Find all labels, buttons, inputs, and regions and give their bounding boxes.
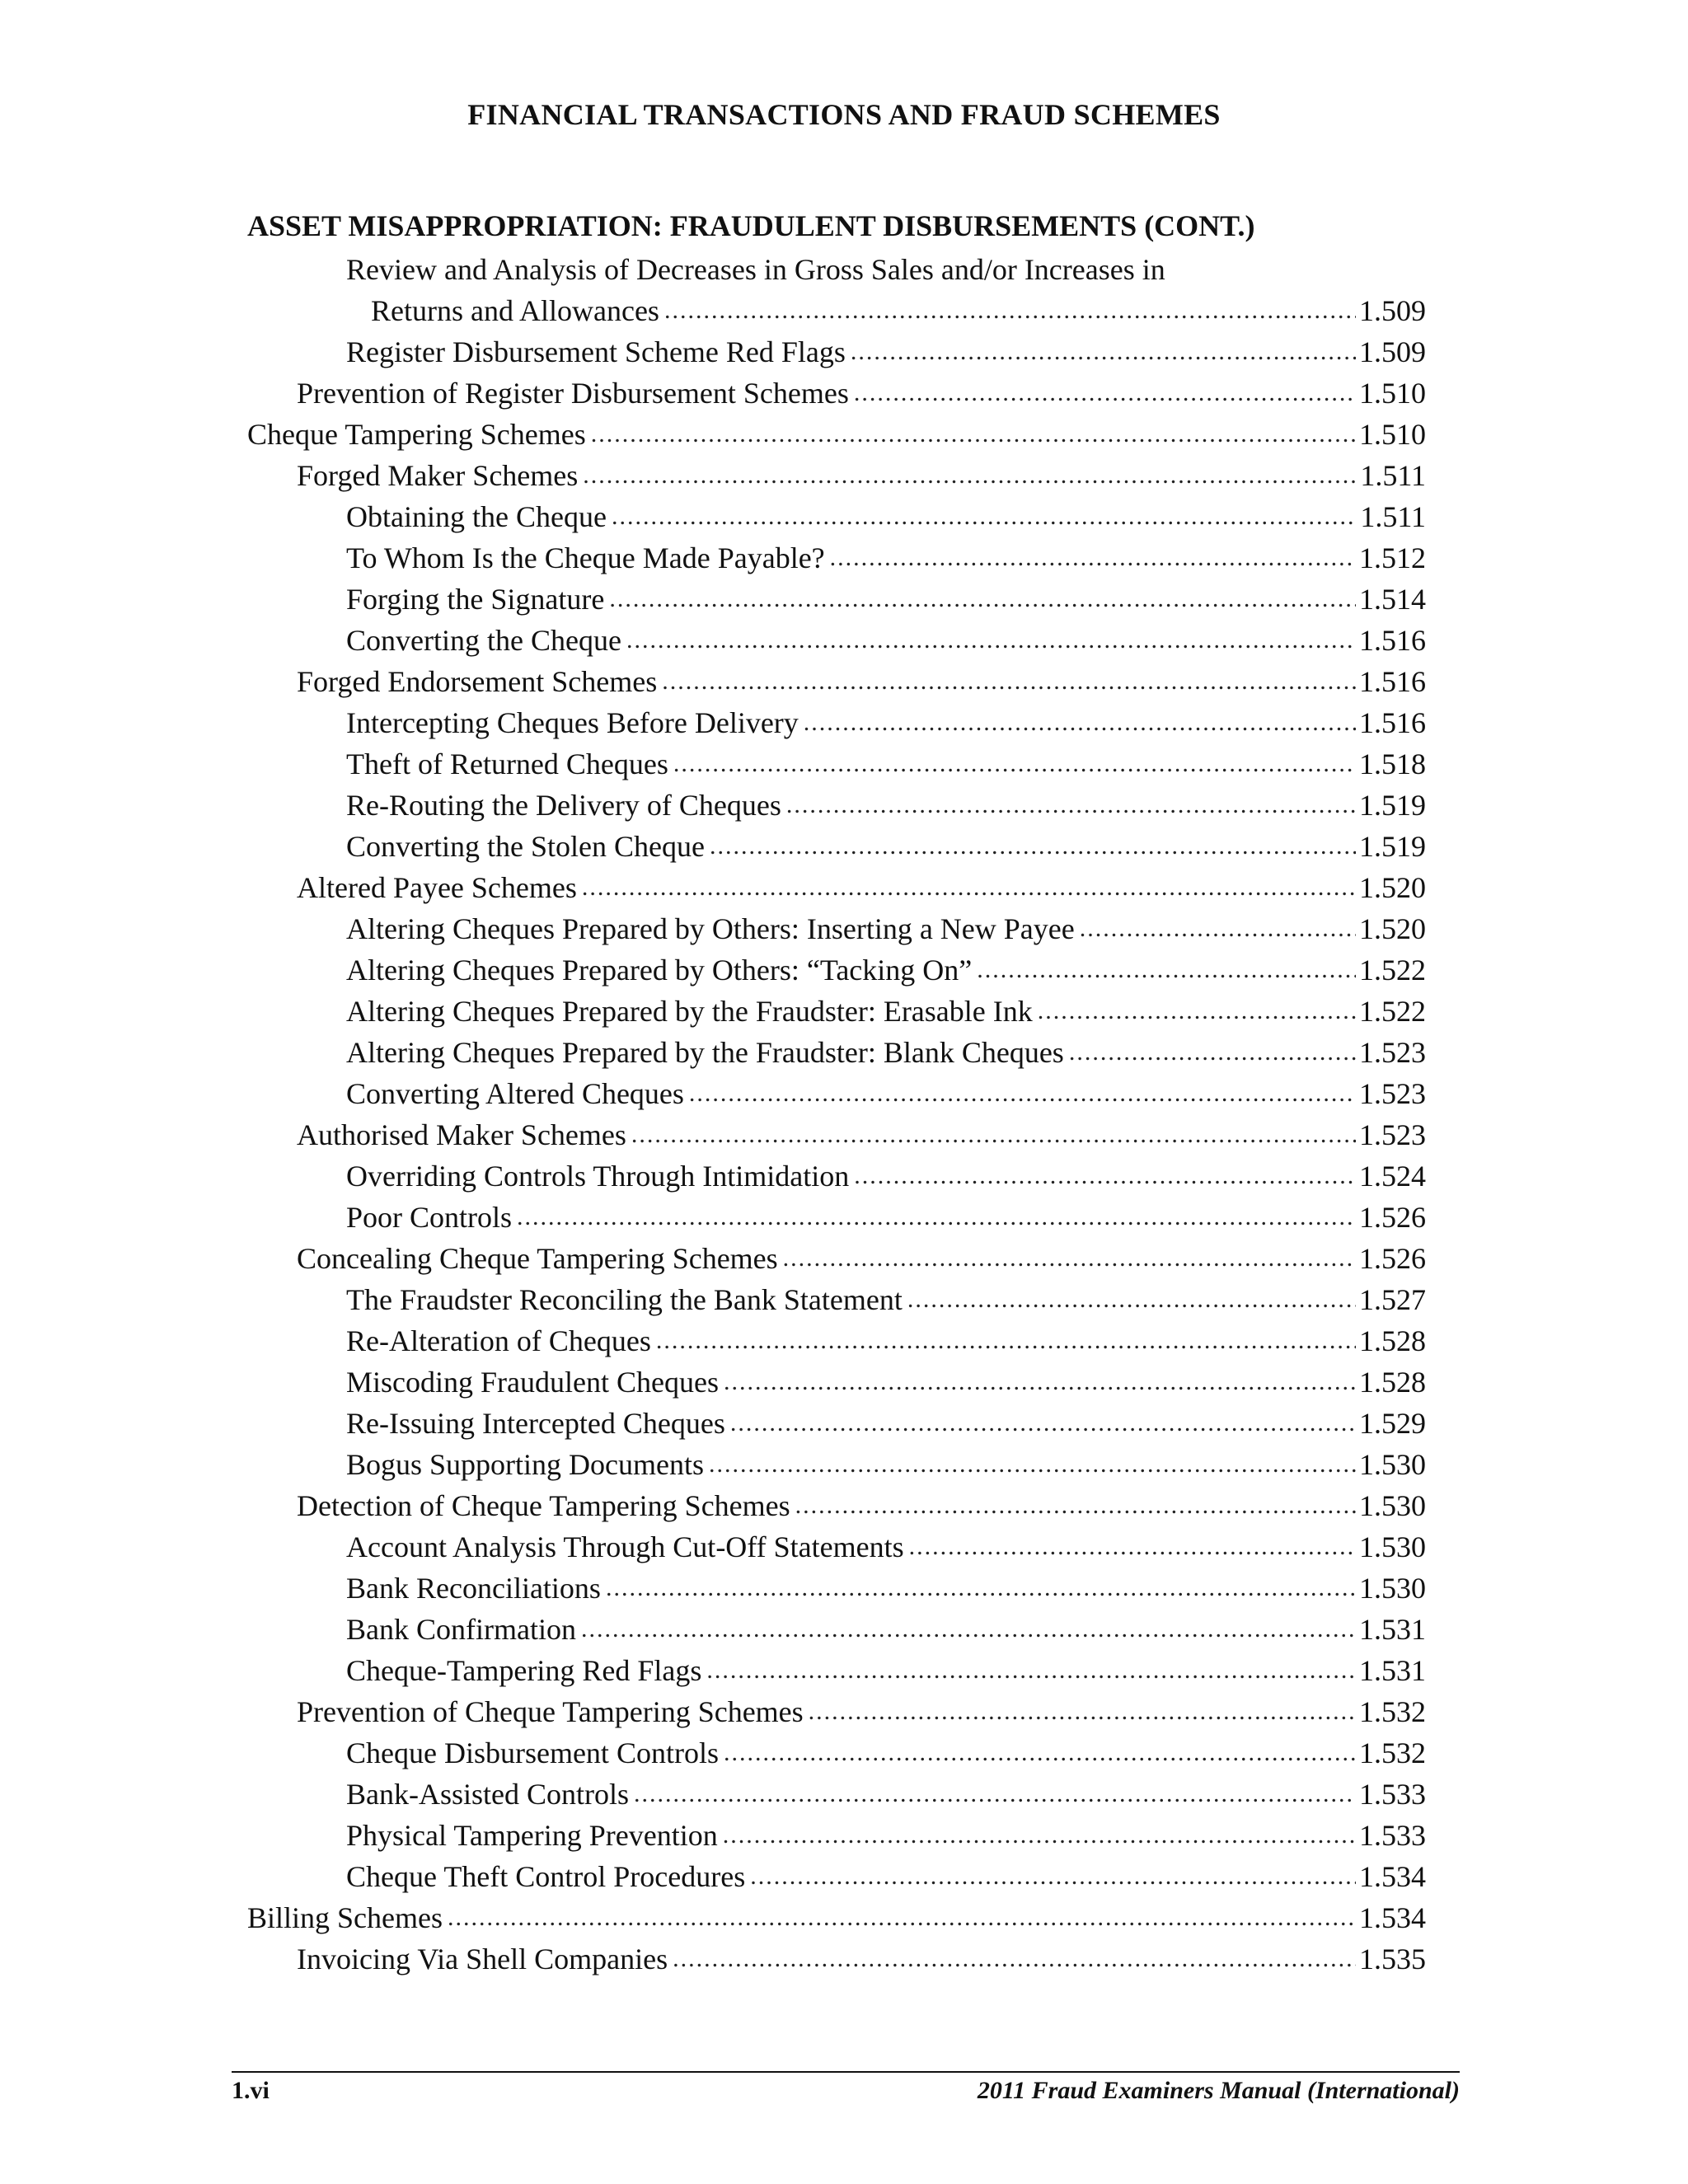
- toc-page-number: 1.526: [1359, 1242, 1426, 1275]
- toc-leader-dots: [907, 1287, 1356, 1320]
- toc-entry-text: Re-Issuing Intercepted Cheques: [346, 1407, 725, 1440]
- toc-entry-text: Altering Cheques Prepared by Others: Inserting a New Payee: [346, 912, 1075, 945]
- footer-manual-title: 2011 Fraud Examiners Manual (International): [977, 2077, 1460, 2104]
- toc-leader-dots: [606, 1576, 1356, 1609]
- toc-leader-dots: [626, 628, 1356, 661]
- toc-page-number: 1.528: [1359, 1324, 1426, 1357]
- toc-entry-text: Theft of Returned Cheques: [346, 748, 668, 780]
- toc-page-number: 1.520: [1359, 912, 1426, 945]
- toc-leader-dots: [854, 1164, 1356, 1197]
- toc-page-number: 1.528: [1359, 1366, 1426, 1399]
- toc-entry-text: Authorised Maker Schemes: [297, 1118, 626, 1151]
- toc-entry-text: Forging the Signature: [346, 583, 605, 616]
- toc-entry-text: Re-Routing the Delivery of Cheques: [346, 789, 781, 822]
- toc-entry: [247, 1897, 1426, 1938]
- toc-leader-dots: [909, 1535, 1356, 1568]
- toc-leader-dots: [583, 463, 1357, 496]
- toc-entry: [247, 1856, 1426, 1897]
- toc-entry: [247, 661, 1426, 702]
- toc-entry-text: Altering Cheques Prepared by the Fraudster: Blank Cheques: [346, 1036, 1064, 1069]
- toc-leader-dots: [1080, 916, 1356, 949]
- toc-leader-dots: [634, 1782, 1356, 1815]
- toc-entry: [247, 1114, 1426, 1155]
- toc-entry-text: Bank-Assisted Controls: [346, 1778, 630, 1811]
- toc-page-number: 1.522: [1359, 954, 1426, 987]
- toc-leader-dots: [709, 1452, 1356, 1485]
- toc-entry: [247, 331, 1426, 373]
- toc-entry: [247, 290, 1426, 331]
- toc-page-number: 1.530: [1359, 1572, 1426, 1605]
- toc-leader-dots: [854, 381, 1356, 414]
- toc-entry-text: Account Analysis Through Cut-Off Statements: [346, 1530, 904, 1563]
- section-title: ASSET MISAPPROPRIATION: FRAUDULENT DISBURSEMENTS (CONT.): [247, 209, 1255, 242]
- toc-page-number: 1.510: [1359, 377, 1426, 410]
- toc-entry-text: Bogus Supporting Documents: [346, 1448, 705, 1481]
- toc-entry-text: Forged Maker Schemes: [297, 459, 579, 492]
- toc-leader-dots: [662, 669, 1356, 702]
- toc-leader-dots: [581, 1617, 1356, 1650]
- toc-leader-dots: [804, 710, 1356, 743]
- toc-entry-text: Cheque Tampering Schemes: [247, 418, 586, 451]
- toc-entry: [247, 414, 1426, 455]
- toc-leader-dots: [673, 1947, 1356, 1980]
- toc-leader-dots: [783, 1246, 1356, 1279]
- toc-leader-dots: [750, 1864, 1356, 1897]
- toc-entry: [247, 373, 1426, 414]
- toc-entry: [247, 496, 1426, 537]
- toc-entry-text: Register Disbursement Scheme Red Flags: [346, 335, 846, 368]
- toc-page-number: 1.516: [1359, 706, 1426, 739]
- page-header: FINANCIAL TRANSACTIONS AND FRAUD SCHEMES: [467, 98, 1221, 131]
- toc-page-number: 1.534: [1359, 1860, 1426, 1893]
- toc-entry-text: Altered Payee Schemes: [297, 871, 577, 904]
- toc-leader-dots: [795, 1493, 1356, 1526]
- toc-entry-text: Converting the Cheque: [346, 624, 621, 657]
- toc-entry: [247, 455, 1426, 496]
- toc-leader-dots: [591, 422, 1356, 455]
- toc-page-number: 1.530: [1359, 1489, 1426, 1522]
- toc-page-number: 1.535: [1359, 1943, 1426, 1975]
- toc-leader-dots: [664, 298, 1356, 331]
- toc-page-number: 1.534: [1359, 1901, 1426, 1934]
- toc-leader-dots: [612, 504, 1357, 537]
- table-of-contents: [247, 249, 1426, 1980]
- toc-page-number: 1.524: [1359, 1160, 1426, 1193]
- toc-page-number: 1.522: [1359, 995, 1426, 1028]
- toc-page-number: 1.523: [1359, 1036, 1426, 1069]
- toc-entry-text: Poor Controls: [346, 1201, 513, 1234]
- toc-leader-dots: [786, 793, 1356, 826]
- toc-leader-dots: [724, 1370, 1356, 1403]
- toc-entry-text: Invoicing Via Shell Companies: [297, 1943, 668, 1975]
- toc-page-number: 1.531: [1359, 1654, 1426, 1687]
- toc-entry: [247, 826, 1426, 867]
- toc-entry-text: Cheque Disbursement Controls: [346, 1736, 719, 1769]
- toc-entry: [247, 1320, 1426, 1361]
- toc-entry-text: Bank Confirmation: [346, 1613, 576, 1646]
- toc-page-number: 1.514: [1359, 583, 1426, 616]
- toc-leader-dots: [448, 1905, 1356, 1938]
- toc-entry-text: Bank Reconciliations: [346, 1572, 601, 1605]
- toc-entry-text: Overriding Controls Through Intimidation: [346, 1160, 850, 1193]
- toc-entry: [247, 1073, 1426, 1114]
- toc-leader-dots: [977, 958, 1356, 991]
- toc-entry: [247, 991, 1426, 1032]
- toc-page-number: 1.516: [1359, 665, 1426, 698]
- toc-page-number: 1.511: [1360, 459, 1426, 492]
- toc-entry: [247, 1155, 1426, 1197]
- toc-leader-dots: [809, 1699, 1356, 1732]
- toc-leader-dots: [656, 1329, 1356, 1361]
- toc-entry-text: Intercepting Cheques Before Delivery: [346, 706, 799, 739]
- toc-entry-text: Forged Endorsement Schemes: [297, 665, 658, 698]
- toc-entry: [247, 249, 1426, 290]
- toc-entry-text: Concealing Cheque Tampering Schemes: [297, 1242, 778, 1275]
- toc-entry: [247, 949, 1426, 991]
- toc-entry: [247, 1032, 1426, 1073]
- toc-leader-dots: [1038, 999, 1356, 1032]
- toc-entry-text: Review and Analysis of Decreases in Gross Sales and/or Increases in: [346, 253, 1165, 286]
- toc-entry: [247, 1609, 1426, 1650]
- toc-page-number: 1.523: [1359, 1077, 1426, 1110]
- toc-entry: [247, 1238, 1426, 1279]
- toc-entry-text: Billing Schemes: [247, 1901, 443, 1934]
- toc-page-number: 1.530: [1359, 1448, 1426, 1481]
- toc-entry-text: Physical Tampering Prevention: [346, 1819, 718, 1852]
- toc-page-number: 1.516: [1359, 624, 1426, 657]
- toc-page-number: 1.519: [1359, 830, 1426, 863]
- toc-leader-dots: [673, 752, 1356, 785]
- toc-entry-text: Converting Altered Cheques: [346, 1077, 684, 1110]
- toc-entry-text: Prevention of Cheque Tampering Schemes: [297, 1695, 804, 1728]
- toc-leader-dots: [706, 1658, 1356, 1691]
- toc-entry: [247, 743, 1426, 785]
- toc-page-number: 1.520: [1359, 871, 1426, 904]
- toc-entry: [247, 1485, 1426, 1526]
- toc-entry: [247, 1774, 1426, 1815]
- toc-entry: [247, 1691, 1426, 1732]
- toc-entry: [247, 1568, 1426, 1609]
- toc-page-number: 1.509: [1359, 294, 1426, 327]
- footer-page-number: 1.vi: [232, 2077, 270, 2104]
- toc-page-number: 1.529: [1359, 1407, 1426, 1440]
- toc-entry: [247, 1650, 1426, 1691]
- toc-page-number: 1.518: [1359, 748, 1426, 780]
- toc-page-number: 1.511: [1360, 500, 1426, 533]
- toc-leader-dots: [724, 1741, 1356, 1774]
- toc-entry: [247, 867, 1426, 908]
- toc-entry-text: Cheque-Tampering Red Flags: [346, 1654, 702, 1687]
- toc-leader-dots: [710, 834, 1356, 867]
- toc-entry: [247, 620, 1426, 661]
- toc-leader-dots: [609, 587, 1356, 620]
- toc-page-number: 1.533: [1359, 1819, 1426, 1852]
- toc-page-number: 1.532: [1359, 1695, 1426, 1728]
- toc-page-number: 1.532: [1359, 1736, 1426, 1769]
- toc-entry-text: Detection of Cheque Tampering Schemes: [297, 1489, 790, 1522]
- toc-entry: [247, 579, 1426, 620]
- toc-entry: [247, 1815, 1426, 1856]
- toc-entry: [247, 908, 1426, 949]
- footer-rule: [232, 2071, 1460, 2073]
- toc-page-number: 1.510: [1359, 418, 1426, 451]
- toc-leader-dots: [517, 1205, 1356, 1238]
- toc-page-number: 1.526: [1359, 1201, 1426, 1234]
- toc-leader-dots: [730, 1411, 1356, 1444]
- toc-entry-text: The Fraudster Reconciling the Bank Statement: [346, 1283, 903, 1316]
- toc-entry: [247, 785, 1426, 826]
- toc-page-number: 1.512: [1359, 541, 1426, 574]
- toc-page-number: 1.530: [1359, 1530, 1426, 1563]
- toc-entry-text: Obtaining the Cheque: [346, 500, 607, 533]
- toc-entry-text: Returns and Allowances: [371, 294, 659, 327]
- toc-leader-dots: [851, 340, 1356, 373]
- toc-entry: [247, 1444, 1426, 1485]
- toc-leader-dots: [689, 1081, 1356, 1114]
- toc-entry-text: Altering Cheques Prepared by Others: “Tacking On”: [346, 954, 973, 987]
- toc-leader-dots: [830, 546, 1356, 579]
- toc-entry-text: Converting the Stolen Cheque: [346, 830, 705, 863]
- toc-entry: [247, 1361, 1426, 1403]
- toc-entry-text: Miscoding Fraudulent Cheques: [346, 1366, 719, 1399]
- toc-entry: [247, 1403, 1426, 1444]
- toc-entry: [247, 537, 1426, 579]
- toc-leader-dots: [1069, 1040, 1356, 1073]
- toc-entry: [247, 702, 1426, 743]
- toc-entry-text: Altering Cheques Prepared by the Fraudster: Erasable Ink: [346, 995, 1033, 1028]
- toc-entry-text: Cheque Theft Control Procedures: [346, 1860, 746, 1893]
- toc-entry-text: Prevention of Register Disbursement Schemes: [297, 377, 849, 410]
- toc-entry: [247, 1732, 1426, 1774]
- toc-entry-text: To Whom Is the Cheque Made Payable?: [346, 541, 825, 574]
- toc-page-number: 1.527: [1359, 1283, 1426, 1316]
- toc-leader-dots: [582, 875, 1356, 908]
- toc-page-number: 1.531: [1359, 1613, 1426, 1646]
- toc-page-number: 1.533: [1359, 1778, 1426, 1811]
- toc-entry: [247, 1526, 1426, 1568]
- toc-entry: [247, 1279, 1426, 1320]
- toc-entry: [247, 1938, 1426, 1980]
- toc-page-number: 1.523: [1359, 1118, 1426, 1151]
- toc-entry-text: Re-Alteration of Cheques: [346, 1324, 651, 1357]
- toc-entry: [247, 1197, 1426, 1238]
- toc-page-number: 1.509: [1359, 335, 1426, 368]
- toc-leader-dots: [631, 1122, 1356, 1155]
- toc-leader-dots: [723, 1823, 1356, 1856]
- toc-page-number: 1.519: [1359, 789, 1426, 822]
